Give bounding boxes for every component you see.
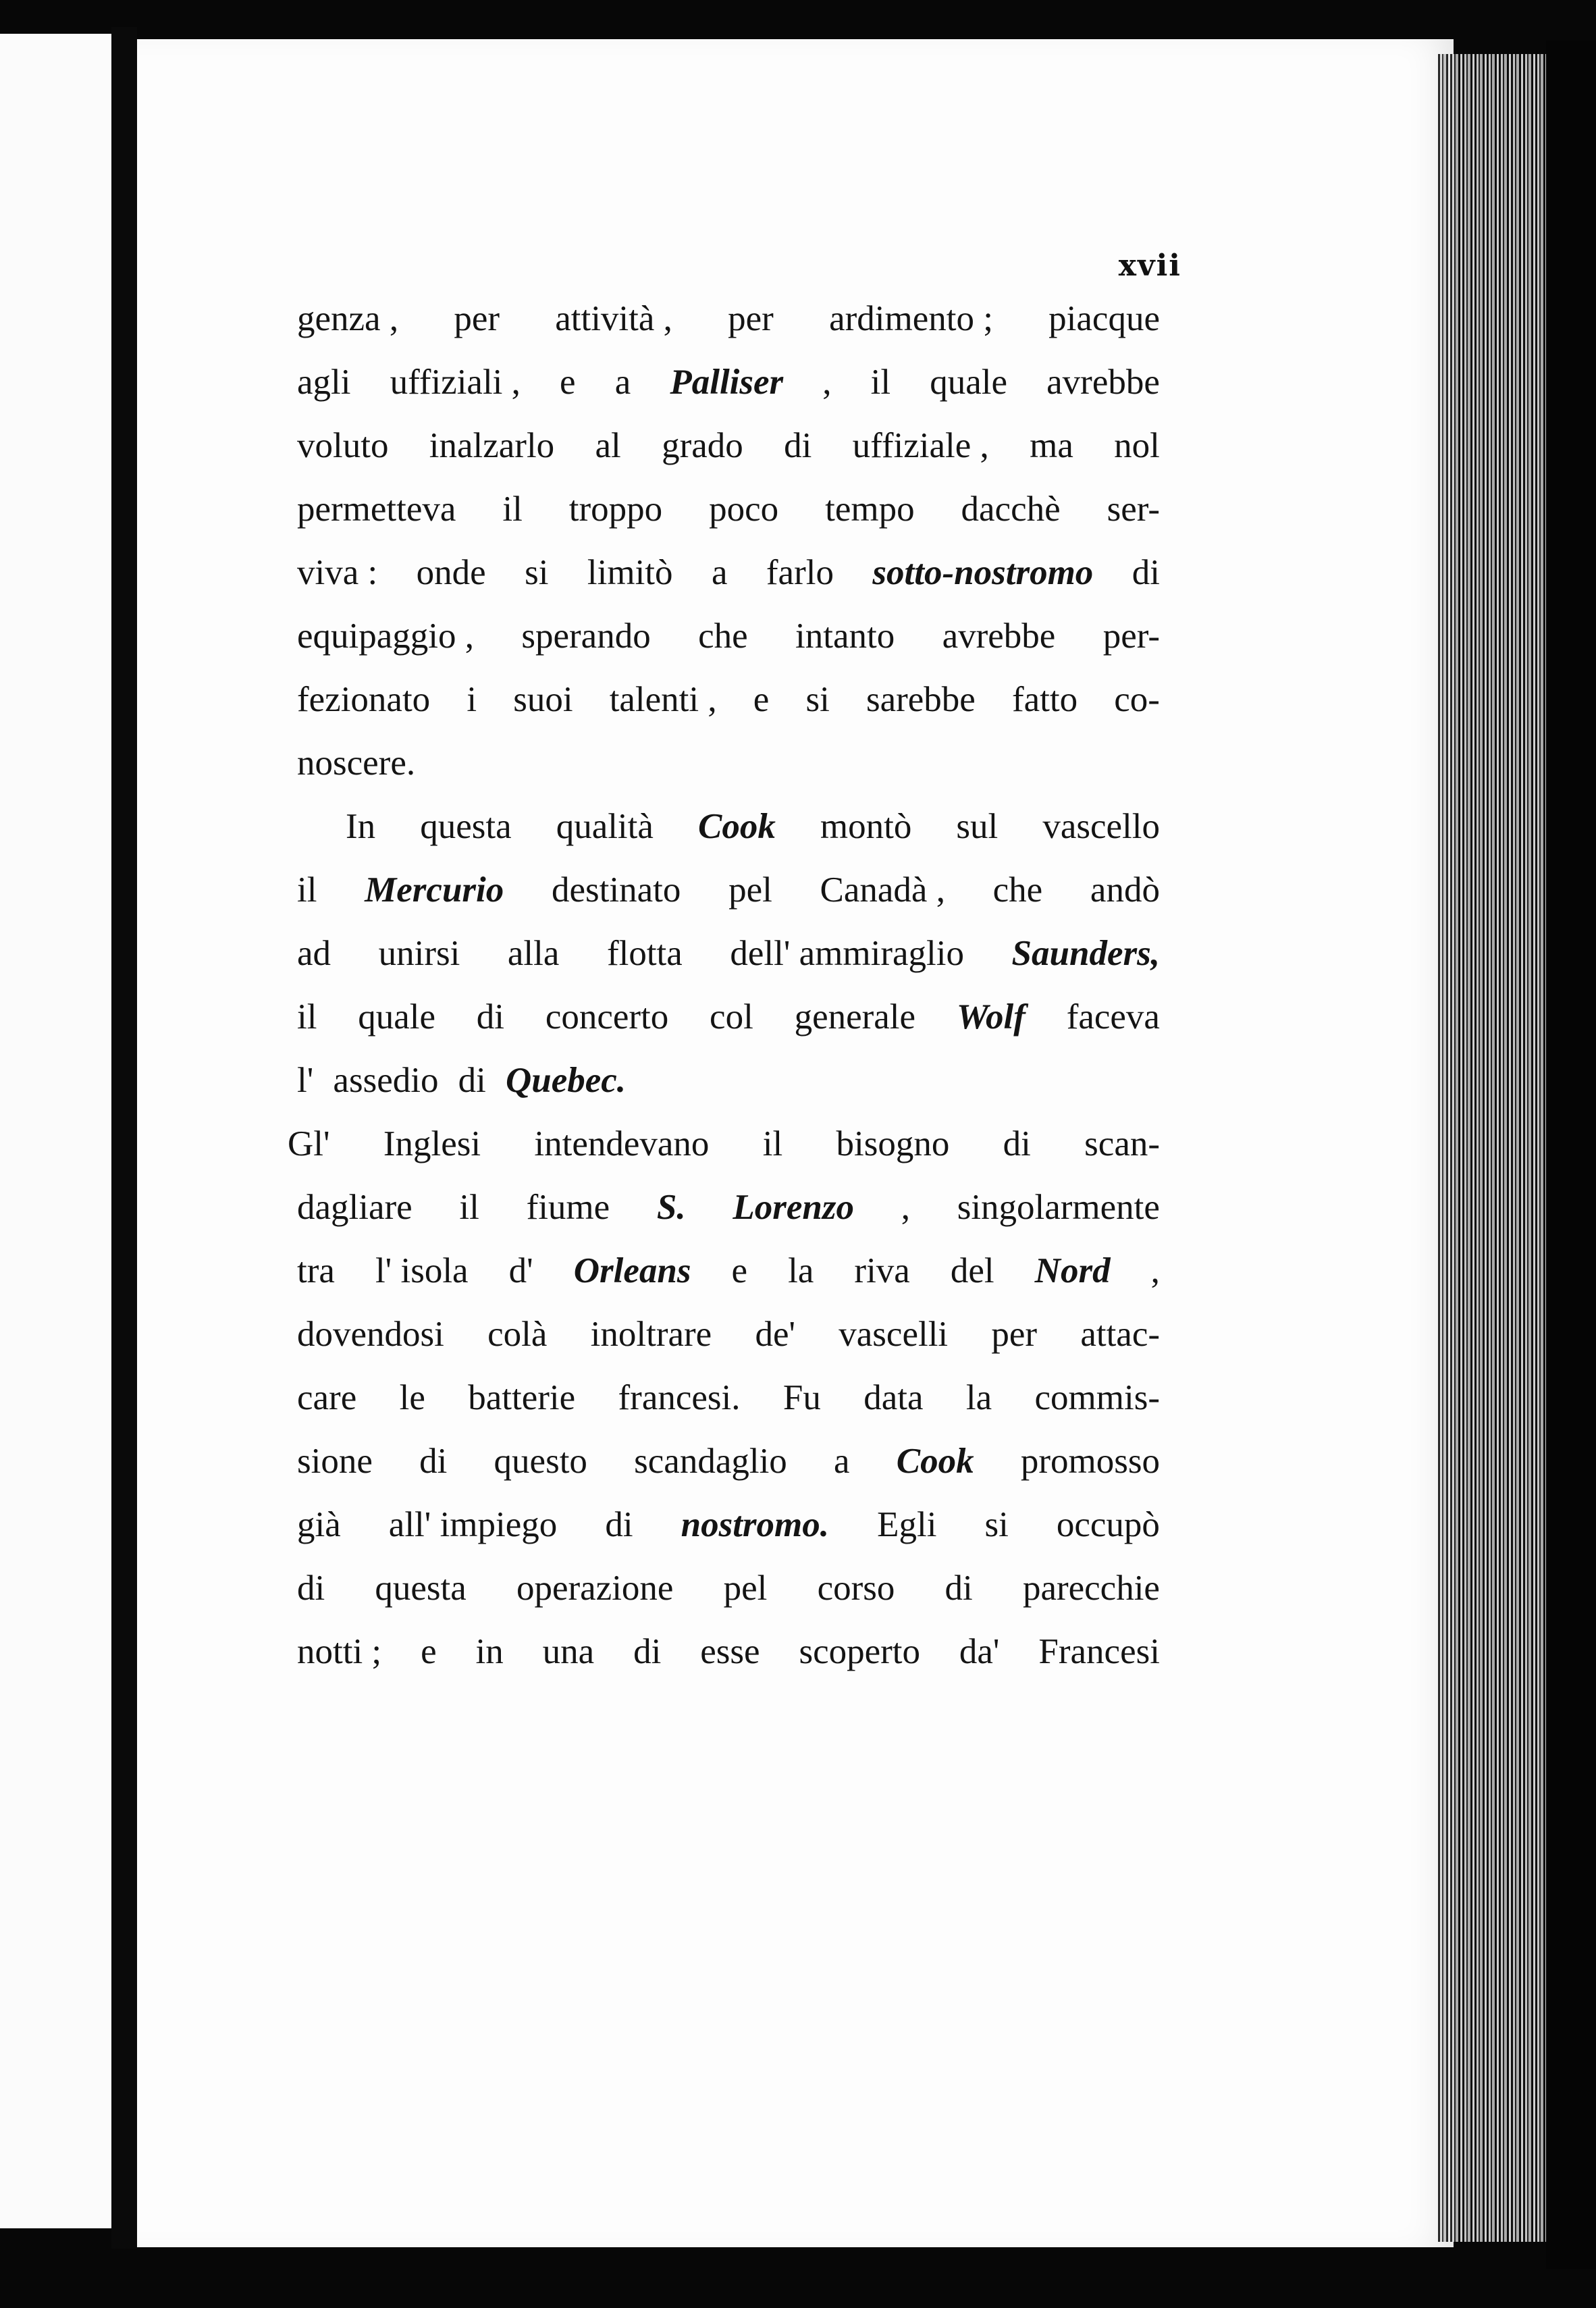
word: de' xyxy=(755,1315,796,1354)
word: montò xyxy=(820,807,912,846)
word: suoi xyxy=(513,680,573,719)
word: assedio xyxy=(333,1061,439,1100)
word: di xyxy=(605,1505,633,1544)
word: di xyxy=(297,1569,325,1608)
text-line xyxy=(297,922,1160,985)
word: una xyxy=(542,1632,595,1671)
word: inoltrare xyxy=(590,1315,712,1354)
word: si xyxy=(984,1505,1009,1544)
word: piacque xyxy=(1048,299,1160,338)
word: fezionato xyxy=(297,680,431,719)
word: la xyxy=(965,1378,992,1417)
text-line xyxy=(297,731,1160,795)
word: e xyxy=(560,363,576,402)
word: sperando xyxy=(521,617,651,656)
word: inalzarlo xyxy=(429,426,555,465)
word: da' xyxy=(959,1632,1000,1671)
word: tra xyxy=(297,1251,335,1290)
word: ardimento ; xyxy=(829,299,993,338)
word: il xyxy=(502,490,523,529)
word: Fu xyxy=(782,1378,821,1417)
word: di xyxy=(1132,553,1160,592)
word: per- xyxy=(1102,617,1160,656)
italic-word: Quebec. xyxy=(505,1061,627,1100)
word: esse xyxy=(700,1632,760,1671)
page-stack-edges xyxy=(1438,54,1553,2242)
word: intanto xyxy=(795,617,895,656)
word: Francesi xyxy=(1038,1632,1160,1671)
page-number: xvii xyxy=(1118,248,1181,283)
word: del xyxy=(950,1251,994,1290)
word: faceva xyxy=(1066,997,1160,1037)
word: intendevano xyxy=(534,1124,710,1163)
word: per xyxy=(454,299,500,338)
word: dovendosi xyxy=(297,1315,444,1354)
body-text xyxy=(288,287,1160,1683)
word: e xyxy=(753,680,770,719)
word: genza , xyxy=(297,299,399,338)
word: le xyxy=(399,1378,425,1417)
word: grado xyxy=(662,426,743,465)
text-line xyxy=(297,1176,1160,1239)
word: care xyxy=(297,1378,357,1417)
word: dell' ammiraglio xyxy=(730,934,964,973)
word: di xyxy=(419,1442,448,1481)
paragraph xyxy=(297,795,1160,1112)
text-line xyxy=(297,1430,1160,1493)
word: avrebbe xyxy=(942,617,1056,656)
word: il xyxy=(297,997,317,1037)
word: notti ; xyxy=(297,1632,382,1671)
word: sul xyxy=(956,807,999,846)
word: già xyxy=(297,1505,341,1544)
word: pel xyxy=(728,870,772,910)
word: ser- xyxy=(1107,490,1160,529)
word: parecchie xyxy=(1022,1569,1160,1608)
word: alla xyxy=(507,934,560,973)
word: co- xyxy=(1114,680,1160,719)
word: di xyxy=(784,426,812,465)
word: d' xyxy=(508,1251,533,1290)
word: , xyxy=(1150,1251,1160,1290)
word: a xyxy=(614,363,631,402)
text-line xyxy=(297,477,1160,541)
word: per xyxy=(991,1315,1038,1354)
text-line xyxy=(297,668,1160,731)
italic-word: Saunders, xyxy=(1011,934,1160,973)
word: fiume xyxy=(526,1188,610,1227)
word: Egli xyxy=(877,1505,937,1544)
word: uffiziali , xyxy=(390,363,521,402)
word: voluto xyxy=(297,426,389,465)
word: bisogno xyxy=(836,1124,950,1163)
text-line xyxy=(297,541,1160,604)
italic-word: Cook xyxy=(697,807,776,846)
word: l' isola xyxy=(375,1251,469,1290)
word: di xyxy=(1003,1124,1031,1163)
word: noscere. xyxy=(297,743,416,783)
page-stack-shadow xyxy=(1546,41,1596,2269)
italic-word: S. xyxy=(656,1188,686,1227)
word: colà xyxy=(487,1315,548,1354)
text-line xyxy=(297,858,1160,922)
word: singolarmente xyxy=(957,1188,1160,1227)
word: il xyxy=(459,1188,479,1227)
word: permetteva xyxy=(297,490,456,529)
word: scoperto xyxy=(799,1632,920,1671)
word: a xyxy=(711,553,728,592)
word: di xyxy=(476,997,505,1037)
word: avrebbe xyxy=(1046,363,1160,402)
text-line xyxy=(297,287,1160,350)
word: francesi. xyxy=(618,1378,741,1417)
book-gutter xyxy=(111,27,137,2249)
word: onde xyxy=(416,553,486,592)
word: di xyxy=(458,1061,486,1100)
word: che xyxy=(992,870,1043,910)
word: nol xyxy=(1114,426,1160,465)
italic-word: Wolf xyxy=(956,997,1026,1037)
previous-page-edge xyxy=(0,34,111,2228)
word: farlo xyxy=(766,553,834,592)
text-line xyxy=(297,1049,1160,1112)
word: , xyxy=(901,1188,910,1227)
word: pel xyxy=(723,1569,768,1608)
word: ad xyxy=(297,934,331,973)
word: si xyxy=(525,553,549,592)
word: flotta xyxy=(606,934,683,973)
text-line xyxy=(297,414,1160,477)
word: col xyxy=(710,997,753,1037)
word: attività , xyxy=(555,299,672,338)
paragraph xyxy=(288,1112,1160,1683)
italic-word: Orleans xyxy=(573,1251,691,1290)
text-line xyxy=(297,1303,1160,1366)
italic-word: Palliser xyxy=(670,363,784,402)
word: di xyxy=(633,1632,662,1671)
word: attac- xyxy=(1080,1315,1160,1354)
word: il xyxy=(297,870,317,910)
word: quale xyxy=(358,997,436,1037)
text-line xyxy=(297,1493,1160,1556)
word: talenti , xyxy=(609,680,717,719)
word: vascello xyxy=(1042,807,1160,846)
italic-word: Cook xyxy=(896,1442,974,1481)
word: all' impiego xyxy=(388,1505,558,1544)
word: poco xyxy=(709,490,779,529)
word: e xyxy=(731,1251,748,1290)
word: promosso xyxy=(1020,1442,1160,1481)
italic-word: Lorenzo xyxy=(733,1188,854,1227)
word: scandaglio xyxy=(634,1442,787,1481)
word: vascelli xyxy=(839,1315,949,1354)
text-line xyxy=(297,1239,1160,1303)
word: scan- xyxy=(1084,1124,1160,1163)
word: uffiziale , xyxy=(852,426,989,465)
word: in xyxy=(475,1632,504,1671)
paragraph xyxy=(297,287,1160,795)
text-line xyxy=(297,1556,1160,1620)
word: questo xyxy=(494,1442,587,1481)
word: i xyxy=(467,680,477,719)
word: occupò xyxy=(1056,1505,1160,1544)
word: tempo xyxy=(825,490,915,529)
word: si xyxy=(805,680,830,719)
word: , xyxy=(822,363,832,402)
word: Inglesi xyxy=(383,1124,481,1163)
word: dacchè xyxy=(961,490,1061,529)
italic-word: sotto-nostromo xyxy=(872,553,1094,592)
word: sarebbe xyxy=(866,680,976,719)
word: sione xyxy=(297,1442,373,1481)
word: il xyxy=(762,1124,783,1163)
word: andò xyxy=(1090,870,1160,910)
word: In xyxy=(346,807,376,846)
word: di xyxy=(945,1569,973,1608)
word: equipaggio , xyxy=(297,617,474,656)
word: Canadà , xyxy=(820,870,945,910)
word: corso xyxy=(817,1569,895,1608)
word: al xyxy=(595,426,621,465)
word: ma xyxy=(1030,426,1073,465)
text-line xyxy=(297,985,1160,1049)
word: riva xyxy=(854,1251,910,1290)
word: Gl' xyxy=(288,1124,330,1163)
word: generale xyxy=(794,997,916,1037)
word: a xyxy=(834,1442,850,1481)
text-line xyxy=(288,1112,1160,1176)
word: batterie xyxy=(468,1378,576,1417)
word: commis- xyxy=(1034,1378,1160,1417)
word: dagliare xyxy=(297,1188,413,1227)
word: per xyxy=(728,299,774,338)
word: l' xyxy=(297,1061,314,1100)
word: unirsi xyxy=(378,934,460,973)
word: quale xyxy=(930,363,1008,402)
text-line xyxy=(297,350,1160,414)
word: e xyxy=(421,1632,437,1671)
word: viva : xyxy=(297,553,378,592)
text-line xyxy=(297,1366,1160,1430)
word: fatto xyxy=(1011,680,1078,719)
word: operazione xyxy=(516,1569,674,1608)
word: limitò xyxy=(587,553,673,592)
word: troppo xyxy=(568,490,663,529)
word: questa xyxy=(375,1569,467,1608)
italic-word: Mercurio xyxy=(365,870,504,910)
word: agli xyxy=(297,363,351,402)
text-line xyxy=(297,604,1160,668)
italic-word: nostromo. xyxy=(681,1505,830,1544)
word: concerto xyxy=(545,997,669,1037)
word: destinato xyxy=(552,870,681,910)
text-line xyxy=(297,1620,1160,1683)
word: data xyxy=(863,1378,924,1417)
italic-word: Nord xyxy=(1034,1251,1111,1290)
word: il xyxy=(870,363,891,402)
word: questa xyxy=(420,807,512,846)
text-line xyxy=(297,795,1160,858)
word: qualità xyxy=(556,807,654,846)
word: la xyxy=(788,1251,814,1290)
word: che xyxy=(698,617,748,656)
